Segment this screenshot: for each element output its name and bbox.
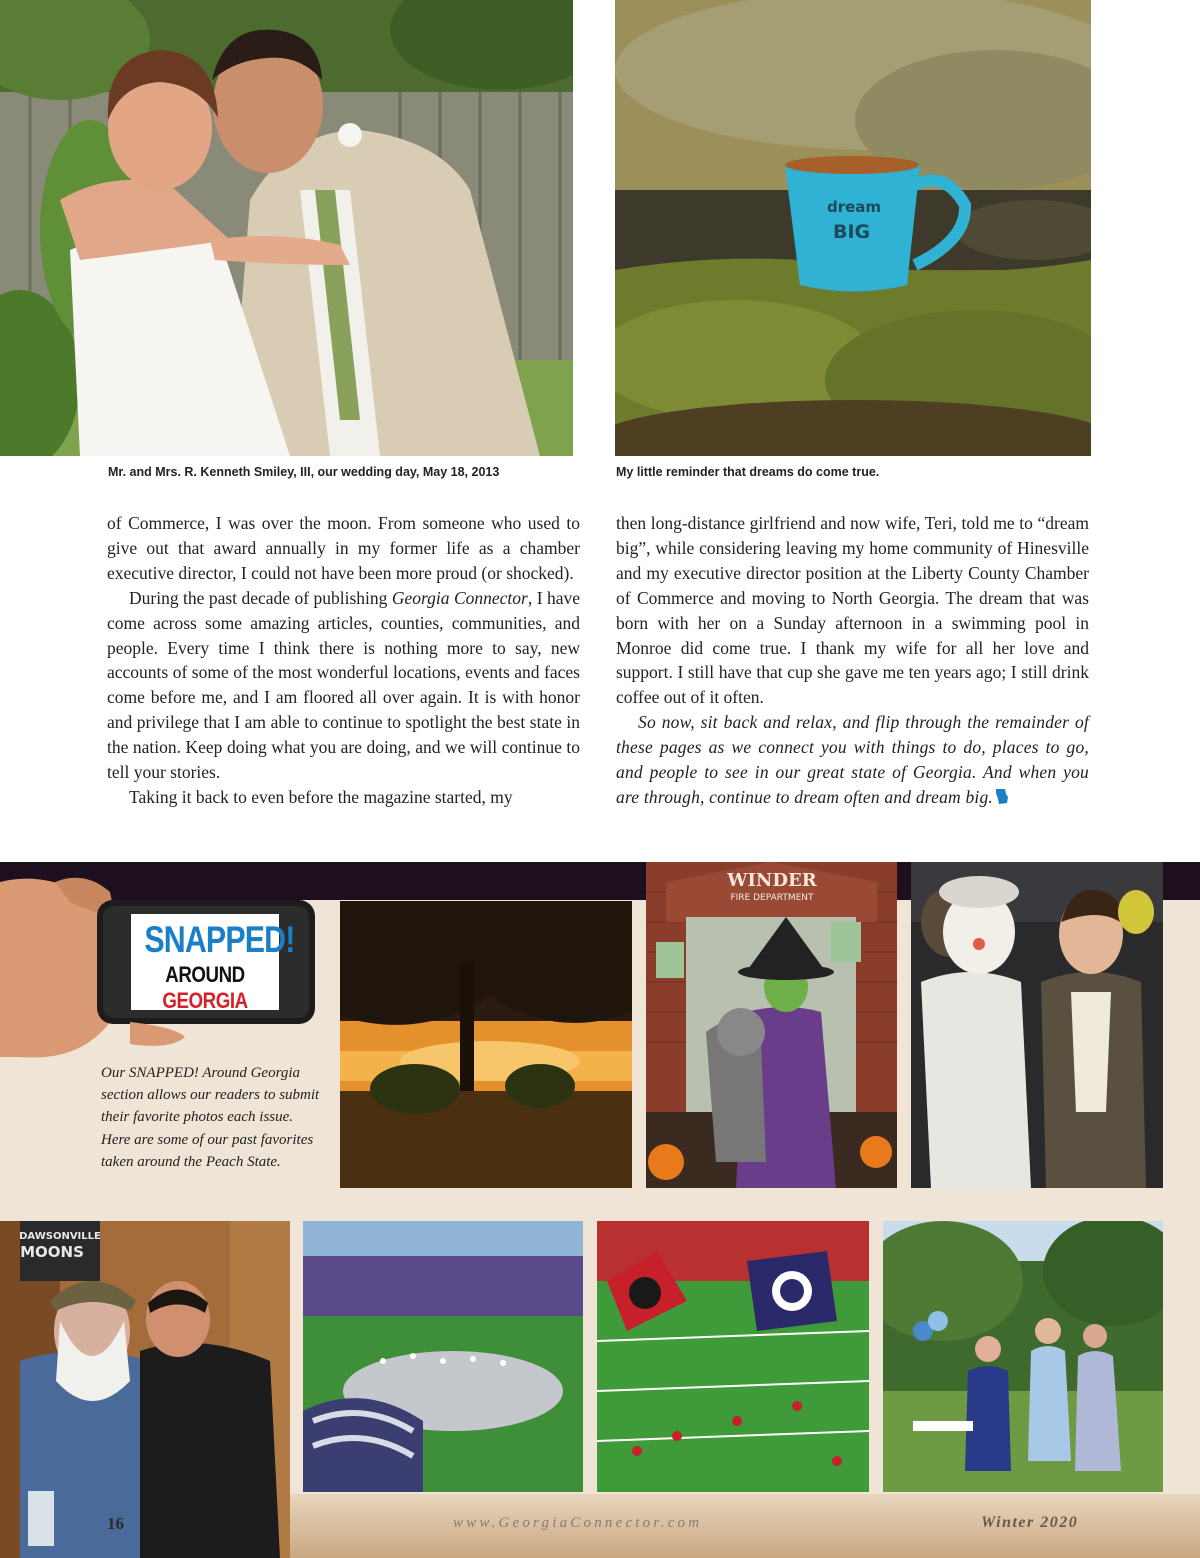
snapped-intro-text: Our SNAPPED! Around Georgia section allows our readers to submit their favorite photos each issue. Here are some of our past favorites taken around the Peach State.	[101, 1065, 320, 1170]
footer-website-url[interactable]: www.GeorgiaConnector.com	[453, 1515, 703, 1531]
article-paragraph: then long-distance girlfriend and now wife, Teri, told me to “dream big”, while considering leaving my home community of Hinesville and my executive director position at the Liberty County Chamber of Commerce and moving to North Georgia. The dream that was born with her on a Sunday afternoon in a swimming pool in Monroe did come true. I thank my wife for all her love and support. I still have that cup she gave me ten years ago; I still drink coffee out of it often.	[616, 513, 1089, 708]
article-text: , I have come across some amazing articles, counties, communities, and people. Every time I think there is nothing more to say, new accounts of some of the most wonderful locations, events and faces come before me, and I am floored all over again. It is with honor and privilege that I am able to continue to spotlight the best state in the nation. Keep doing what you are doing, and we will continue to tell your stories.	[107, 587, 580, 783]
moonshine-sign-top: DAWSONVILLE	[19, 1231, 101, 1242]
snapped-logo-georgia: GEORGIA	[162, 988, 248, 1013]
magazine-title: Georgia Connector	[391, 587, 528, 608]
article-paragraph: Taking it back to even before the magazine started, my	[129, 786, 513, 807]
winder-sign-text: WINDER	[727, 870, 817, 891]
fire-department-sign-text: FIRE DEPARTMENT	[730, 893, 814, 903]
article-text: During the past decade of publishing	[129, 587, 392, 608]
mug-text-big: BIG	[833, 221, 871, 243]
closing-text: So now, sit back and relax, and flip through the remainder of these pages as we connect you with things to do, places to go, and people to see in our great state of Georgia. And when you are through, continue to dream often and dream big.	[616, 712, 1089, 807]
theater-costumes-photo	[911, 862, 1163, 1188]
dream-big-mug-photo	[615, 0, 1091, 456]
live-oak-sunset-photo	[340, 901, 632, 1188]
wedding-caption: Mr. and Mrs. R. Kenneth Smiley, III, our wedding day, May 18, 2013	[108, 465, 500, 479]
snapped-logo-title: SNAPPED!	[144, 919, 295, 960]
article-right-column	[616, 511, 1089, 810]
georgia-bulldogs-field-photo	[597, 1221, 869, 1492]
graduation-ceremony-photo	[883, 1221, 1163, 1492]
winder-fire-department-photo	[646, 862, 897, 1188]
football-stadium-tunnel-photo	[303, 1221, 583, 1492]
article-paragraph	[107, 586, 580, 785]
wedding-photo	[0, 0, 573, 456]
article-paragraph: of Commerce, I was over the moon. From someone who used to give out that award annually in my former life as a chamber executive director, I could not have been more proud (or shocked).	[107, 513, 580, 583]
moonshine-sign-bottom: MOONS	[20, 1243, 84, 1261]
mug-text-dream: dream	[827, 198, 882, 216]
article-left-column	[107, 511, 580, 810]
article-closing-paragraph	[616, 710, 1089, 810]
georgia-state-end-mark-icon	[995, 789, 1009, 805]
footer-issue-date: Winter 2020	[981, 1514, 1079, 1531]
dawsonville-moonshine-photo	[0, 1221, 290, 1558]
snapped-logo	[131, 914, 295, 1013]
snapped-logo-around: AROUND	[165, 962, 245, 987]
page-number: 16	[107, 1514, 124, 1533]
mug-caption: My little reminder that dreams do come true.	[616, 465, 880, 479]
